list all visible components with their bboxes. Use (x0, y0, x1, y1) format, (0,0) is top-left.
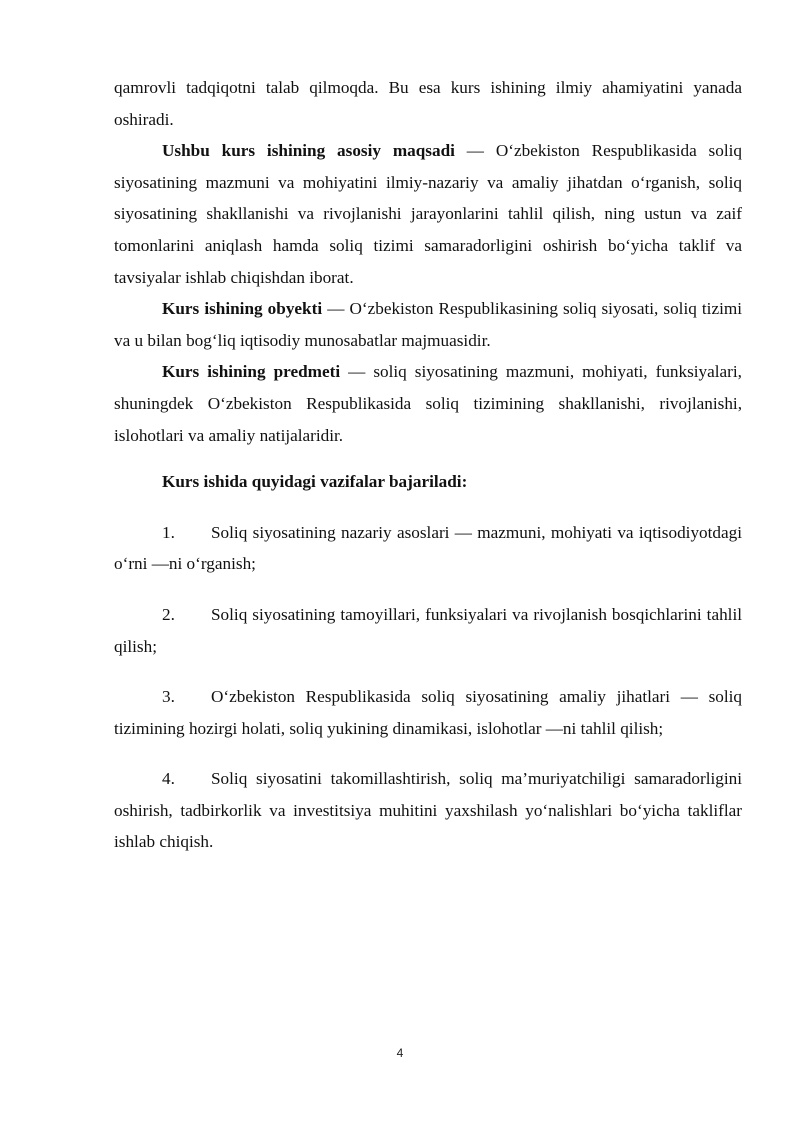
task-number: 2. (162, 604, 175, 624)
object-label: Kurs ishining obyekti (162, 299, 323, 319)
page-number: 4 (396, 1046, 404, 1060)
document-page (114, 72, 742, 858)
aim-paragraph (114, 135, 742, 293)
task-item-4 (114, 763, 742, 858)
task-number: 1. (162, 522, 175, 542)
object-text: — O‘zbekiston Respublikasining soliq siyosati, soliq tizimi va u bilan bog‘liq iqtisodiy munosabatlar majmuasidir. (114, 299, 742, 350)
subject-text: — soliq siyosatining mazmuni, mohiyati, funksiyalari, shuningdek O‘zbekiston Respublikasida soliq tizimining shakllanishi, rivojlanishi, islohotlari va amaliy natijalaridir. (114, 362, 742, 445)
task-text: Soliq siyosatini takomillashtirish, soliq ma’muriyatchiligi samaradorligini oshirish, tadbirkorlik va investitsiya muhitini yaxshilash yo‘nalishlari bo‘yicha takliflar ishlab chiqish. (114, 769, 742, 852)
task-text: Soliq siyosatining tamoyillari, funksiyalari va rivojlanish bosqichlarini tahlil qilish; (114, 604, 742, 656)
task-item-1 (114, 517, 742, 580)
task-item-3 (114, 681, 742, 744)
task-item-2 (114, 599, 742, 662)
tasks-heading: Kurs ishida quyidagi vazifalar bajariladi: (162, 472, 468, 492)
subject-paragraph (114, 356, 742, 451)
task-text: O‘zbekiston Respublikasida soliq siyosatining amaliy jihatlari — soliq tizimining hozirgi holati, soliq yukining dinamikasi, islohotlar —ni tahlil qilish; (114, 687, 742, 738)
task-number: 3. (162, 687, 175, 707)
intro-text: qamrovli tadqiqotni talab qilmoqda. Bu esa kurs ishining ilmiy ahamiyatini yanada oshiradi. (114, 78, 742, 129)
task-number: 4. (162, 769, 175, 789)
aim-label: Ushbu kurs ishining asosiy maqsadi (162, 141, 455, 161)
object-paragraph (114, 293, 742, 356)
aim-text: — O‘zbekiston Respublikasida soliq siyosatining mazmuni va mohiyatini ilmiy-nazariy va amaliy jihatdan o‘rganish, soliq siyosatining shakllanishi va rivojlanishi jarayonlarini tahlil qilish, ning ustun va zaif tomonlarini aniqlash hamda soliq tizimi samaradorligini oshirish bo‘yicha taklif va tavsiyalar ishlab chiqishdan iborat. (114, 141, 742, 287)
subject-label: Kurs ishining predmeti (162, 362, 341, 382)
intro-paragraph (114, 72, 742, 135)
task-text: Soliq siyosatining nazariy asoslari — mazmuni, mohiyati va iqtisodiyotdagi o‘rni —ni o‘rganish; (114, 522, 742, 574)
